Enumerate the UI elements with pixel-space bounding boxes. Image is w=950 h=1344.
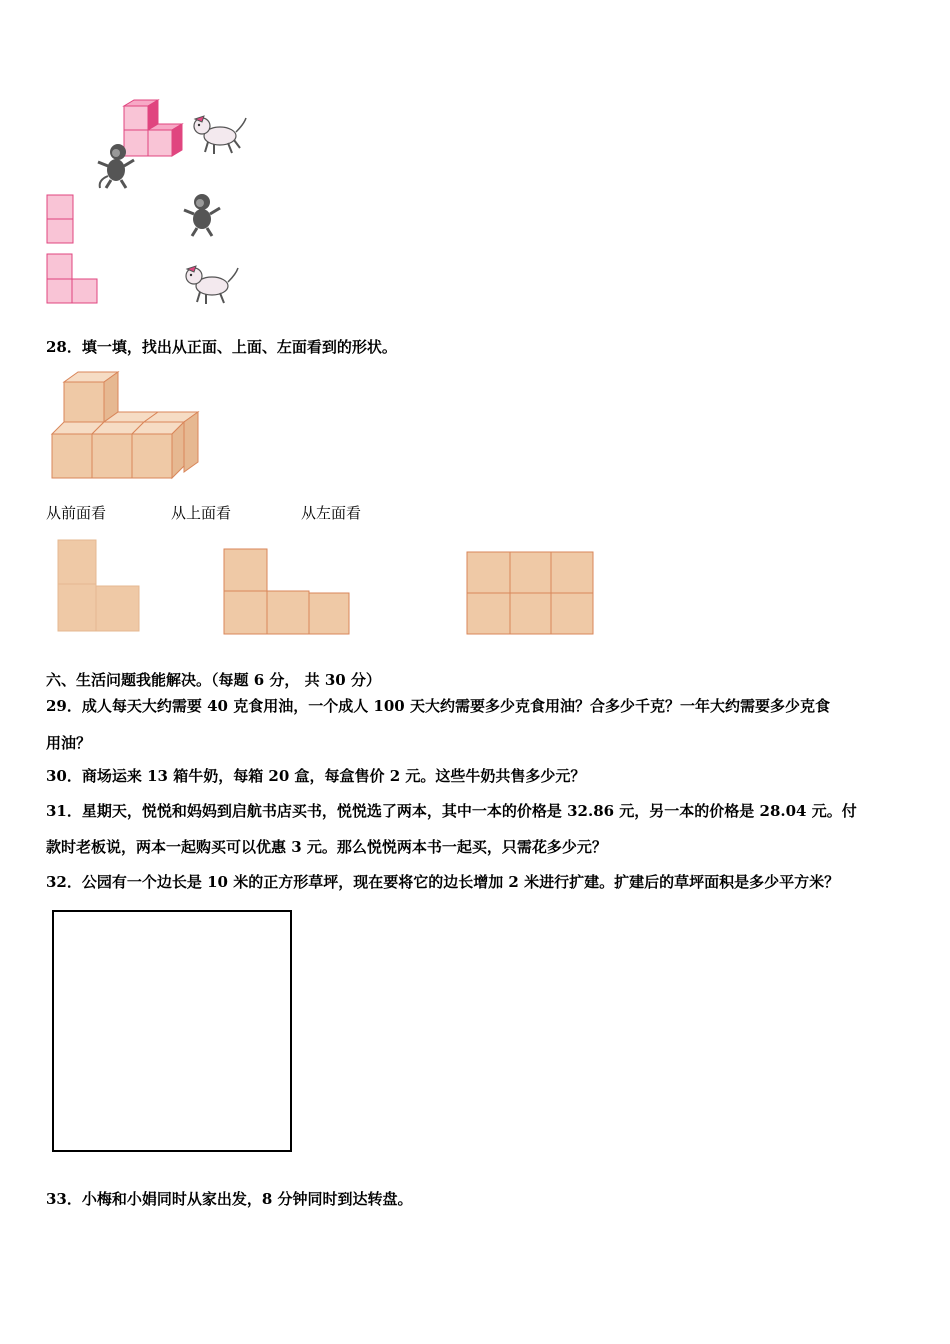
q27-view-l — [46, 253, 100, 305]
q31-line2: 款时老板说，两本一起购买可以优惠 3 元。那么悦悦两本书一起买，只需花多少元？ — [46, 838, 607, 856]
dog-icon — [182, 262, 240, 306]
q29-line1: 29．成人每天大约需要 40 克食用油，一个成人 100 天大约需要多少克食用油？合多少千克？一年大约需要多少克食 — [46, 697, 830, 715]
q28-label-left: 从左面看 — [301, 504, 362, 522]
q28-view-1 — [57, 539, 141, 633]
dog-icon — [190, 112, 248, 156]
q28-label-front: 从前面看 — [46, 504, 107, 522]
q30-line1: 30．商场运来 13 箱牛奶，每箱 20 盒，每盒售价 2 元。这些牛奶共售多少元？ — [46, 767, 586, 785]
q28-cube-assembly — [50, 370, 205, 480]
section6-heading: 六、生活问题我能解决。（每题 6 分， 共 30 分） — [46, 671, 381, 689]
q28-label-top: 从上面看 — [171, 504, 232, 522]
q32-square-figure — [52, 910, 292, 1152]
q28-prompt: 28．填一填，找出从正面、上面、左面看到的形状。 — [46, 338, 397, 356]
monkey-icon — [94, 142, 138, 190]
q31-line1: 31．星期天，悦悦和妈妈到启航书店买书，悦悦选了两本，其中一本的价格是 32.86 元，另一本的价格是 28.04 元。付 — [46, 802, 857, 820]
q28-view-2 — [223, 548, 351, 636]
q28-view-3 — [466, 551, 594, 635]
q32-line1: 32．公园有一个边长是 10 米的正方形草坪，现在要将它的边长增加 2 米进行扩建。扩建后的草坪面积是多少平方米？ — [46, 873, 840, 891]
monkey-icon — [180, 192, 224, 238]
q27-view-stack — [46, 194, 74, 246]
q29-line2: 用油？ — [46, 734, 92, 752]
q33-line1: 33．小梅和小娟同时从家出发，8 分钟同时到达转盘。 — [46, 1190, 413, 1208]
